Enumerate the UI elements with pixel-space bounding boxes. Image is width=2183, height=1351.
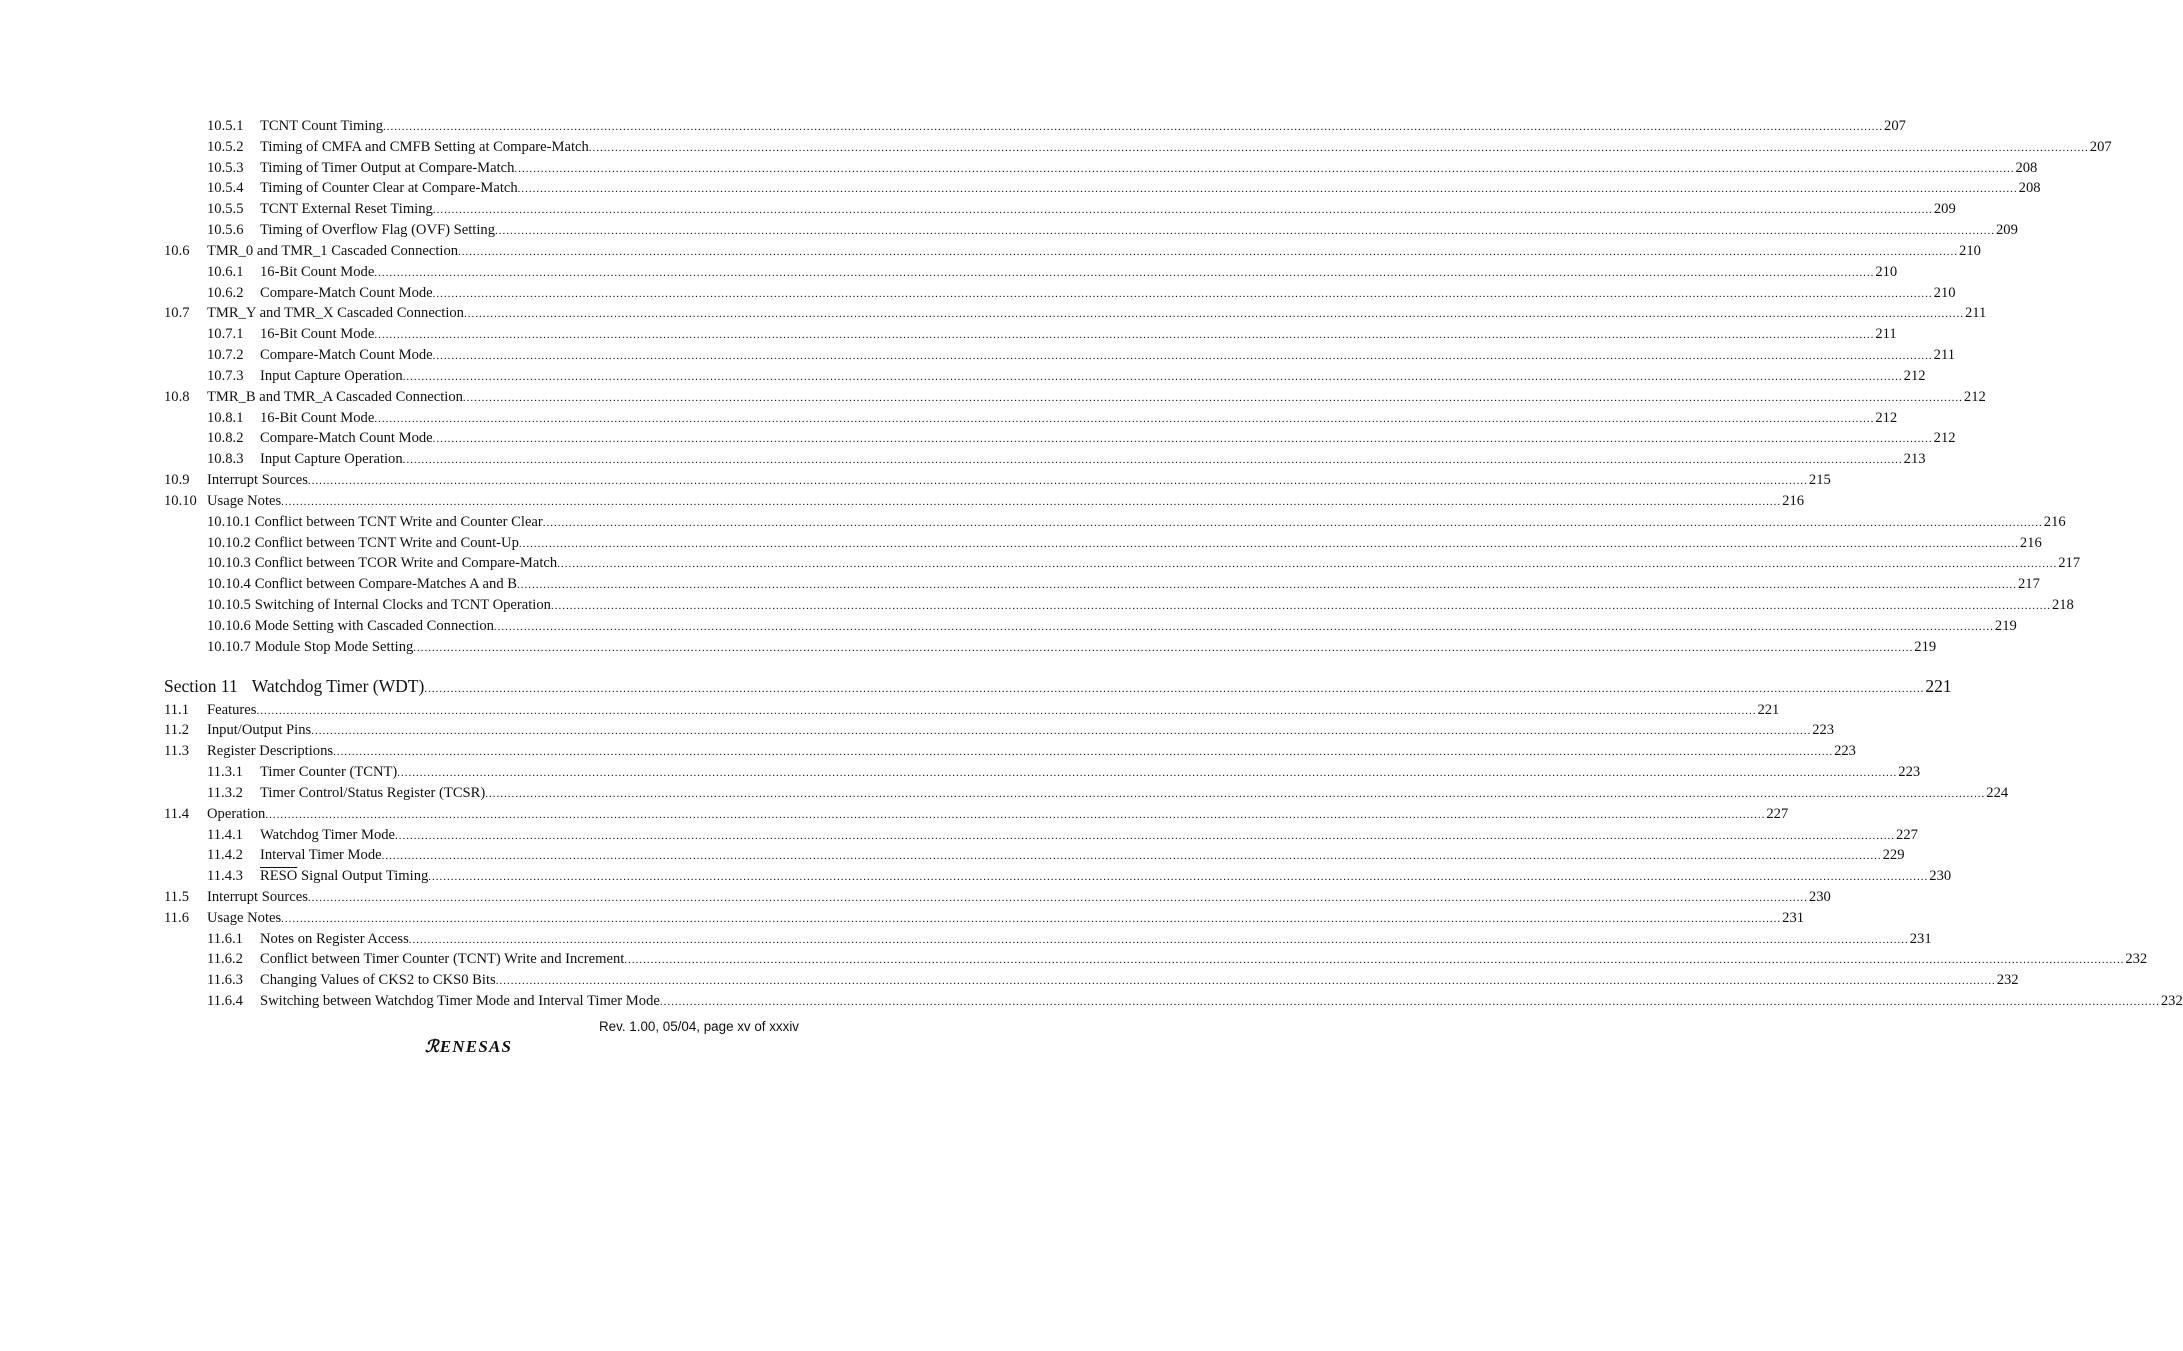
toc-entry-number: 10.10.5 [207,597,251,614]
toc-entry-page: 223 [1812,722,1835,739]
toc-entry-page: 229 [1882,847,1905,864]
toc-section-heading[interactable] [0,675,1952,696]
toc-entry-page: 210 [1933,284,1956,301]
dot-leader: ................................................................................................................................................................................................................................................................................................................................................................................................................ [381,850,1882,863]
dot-leader: ................................................................................................................................................................................................................................................................................................................................................................................................................ [557,558,2058,571]
dot-leader: ................................................................................................................................................................................................................................................................................................................................................................................................................ [432,433,1933,446]
dot-leader: ................................................................................................................................................................................................................................................................................................................................................................................................................ [550,600,2051,613]
dot-leader: ................................................................................................................................................................................................................................................................................................................................................................................................................ [265,808,1766,821]
toc-entry-line [260,345,1956,366]
dot-leader: ................................................................................................................................................................................................................................................................................................................................................................................................................ [517,579,2017,592]
toc-entry-title: Timing of Timer Output at Compare-Match [260,159,515,176]
dot-leader: ................................................................................................................................................................................................................................................................................................................................................................................................................ [307,891,1808,904]
toc-entry-page: 223 [1898,764,1921,781]
toc-entry-line [260,970,2019,991]
toc-entry-number: 10.5.6 [207,222,244,239]
dot-leader: ................................................................................................................................................................................................................................................................................................................................................................................................................ [458,245,1959,258]
toc-entry-number: 10.10.4 [207,576,251,593]
toc-entry-page: 217 [2058,555,2081,572]
toc-entry-number: 10.10.7 [207,638,251,655]
toc-entry-line [207,908,1805,929]
dot-leader: ................................................................................................................................................................................................................................................................................................................................................................................................................ [256,704,1757,717]
dot-leader: ................................................................................................................................................................................................................................................................................................................................................................................................................ [281,495,1782,508]
toc-entry-number: 11.6.3 [207,972,243,989]
toc-entry-line [207,241,1981,262]
toc-entry-title: Timing of CMFA and CMFB Setting at Compare-Match [260,138,589,155]
toc-entry-line [207,804,1789,825]
toc-entry-title: TMR_B and TMR_A Cascaded Connection [207,388,463,405]
toc-entry-line [207,491,1805,512]
toc-entry-page: 207 [1884,118,1906,134]
toc-entry-page: 210 [1959,242,1981,259]
dot-leader: ................................................................................................................................................................................................................................................................................................................................................................................................................ [307,475,1808,488]
toc-entry-page: 231 [1909,930,1932,947]
toc-entry-number: 10.5.5 [207,201,244,218]
toc-entry-line [260,408,1898,429]
dot-leader: ................................................................................................................................................................................................................................................................................................................................................................................................................ [542,516,2043,529]
toc-entry-title: Input/Output Pins [207,722,312,739]
toc-entry-title: Timer Counter (TCNT) [260,764,398,781]
toc-entry[interactable] [0,178,2041,199]
dot-leader: ................................................................................................................................................................................................................................................................................................................................................................................................................ [659,996,2160,1009]
toc-entry-page: 221 [1925,675,1952,696]
toc-entry-title: Timing of Overflow Flag (OVF) Setting [260,222,495,239]
toc-entry-number: 11.6 [164,909,189,926]
toc-entry-title: Input Capture Operation [260,451,403,468]
toc-entry-number: 10.7 [164,305,190,322]
dot-leader: ................................................................................................................................................................................................................................................................................................................................................................................................................ [495,975,1996,988]
toc-entry-number: 10.10.6 [207,617,251,634]
dot-leader: ................................................................................................................................................................................................................................................................................................................................................................................................................ [397,767,1898,780]
dot-leader: ................................................................................................................................................................................................................................................................................................................................................................................................................ [311,725,1812,738]
toc-entry-title: Notes on Register Access [260,930,409,947]
toc-entry[interactable] [0,762,1921,783]
dot-leader: ................................................................................................................................................................................................................................................................................................................................................................................................................ [333,746,1834,759]
toc-entry-line [207,700,1780,721]
toc-entry-title: Conflict between Timer Counter (TCNT) Write and Increment [260,951,625,968]
toc-entry-number: 11.4.1 [207,826,243,843]
toc-entry-line [260,845,1905,866]
toc-entry-page: 211 [1933,347,1956,364]
toc-entry-page: 209 [1933,201,1956,218]
toc-entry[interactable] [0,574,2040,595]
page-footer [0,1017,954,1037]
toc-entry-page: 209 [1996,222,2018,239]
toc-entry-number: 10.7.3 [207,367,244,384]
toc-entry-title: Switching between Watchdog Timer Mode and Interval Timer Mode [260,993,660,1010]
toc-entry-title: Timer Control/Status Register (TCSR) [260,784,486,801]
dot-leader: ................................................................................................................................................................................................................................................................................................................................................................................................................ [383,121,1884,133]
toc-entry[interactable] [0,991,2183,1012]
toc-entry-title: Conflict between Compare-Matches A and B [254,576,517,593]
toc-entry-title: Conflict between TCNT Write and Counter Clear [254,513,543,530]
toc-entry-title: TCNT Count Timing [260,118,384,134]
toc-entry-number: 10.6 [164,242,190,259]
toc-entry[interactable] [0,220,2018,241]
toc-entry-page: 221 [1757,701,1780,718]
toc-entry[interactable] [0,866,1952,887]
toc-entry-line [260,137,2112,158]
toc-entry[interactable] [0,720,1835,741]
dot-leader: ................................................................................................................................................................................................................................................................................................................................................................................................................ [432,350,1933,363]
toc-entry-title: Compare-Match Count Mode [260,347,433,364]
toc-entry-line [260,366,1926,387]
toc-entry-title: Compare-Match Count Mode [260,284,433,301]
svg-text:ℛENESAS: ℛENESAS [425,1037,513,1056]
toc-entry[interactable] [0,825,1918,846]
toc-entry-line [207,637,1937,658]
toc-entry[interactable] [0,324,1897,345]
toc-entry-line [207,595,2074,616]
toc-entry[interactable] [0,491,1805,512]
dot-leader: ................................................................................................................................................................................................................................................................................................................................................................................................................ [624,954,2125,967]
toc-entry-number: 11.6.1 [207,930,243,947]
toc-entry-page: 207 [2089,138,2112,155]
dot-leader: ................................................................................................................................................................................................................................................................................................................................................................................................................ [588,141,2089,154]
toc-entry-line [207,470,1831,491]
dot-leader: ................................................................................................................................................................................................................................................................................................................................................................................................................ [395,829,1896,842]
toc-entry-title: Features [207,701,257,718]
toc-entry-page: 213 [1903,451,1926,468]
dot-leader: ................................................................................................................................................................................................................................................................................................................................................................................................................ [518,537,2019,550]
toc-entry-title: Conflict between TCNT Write and Count-Up [254,534,519,551]
toc-entry-number: 11.5 [164,888,189,905]
toc-entry-title: Timing of Counter Clear at Compare-Match [260,180,518,197]
toc-entry-title: 16-Bit Count Mode [260,326,375,343]
toc-entry[interactable] [0,512,2066,533]
toc-entry-number: 11.3.2 [207,784,243,801]
toc-entry-line [207,512,2066,533]
toc-entry-title: Compare-Match Count Mode [260,430,433,447]
toc-entry-line [260,220,2018,241]
toc-entry-page: 212 [1875,409,1898,426]
toc-entry-line [260,116,1906,137]
dot-leader: ................................................................................................................................................................................................................................................................................................................................................................................................................ [374,266,1875,279]
dot-leader: ................................................................................................................................................................................................................................................................................................................................................................................................................ [432,204,1933,217]
toc-entry-page: 211 [1875,326,1897,343]
toc-entry-page: 215 [1808,472,1831,489]
toc-entry-line [260,158,2038,179]
toc-entry-page: 212 [1963,388,1986,405]
toc-entry-title: Switching of Internal Clocks and TCNT Operation [254,597,551,614]
toc-entry[interactable] [0,345,1956,366]
toc-entry[interactable] [0,741,1856,762]
toc-entry-title: Watchdog Timer (WDT) [251,675,425,696]
toc-entry-line [260,449,1926,470]
toc-entry-page: 223 [1834,743,1856,760]
toc-entry-page: 232 [2160,993,2183,1010]
toc-entry-number: 10.8.3 [207,451,244,468]
toc-entry-line [260,991,2183,1012]
dot-leader: ................................................................................................................................................................................................................................................................................................................................................................................................................ [432,287,1933,300]
toc-entry-number: 10.6.2 [207,284,244,301]
toc-entry-number: 10.5.3 [207,159,244,176]
toc-entry-line [260,324,1897,345]
toc-entry[interactable] [0,700,1780,721]
toc-entry-line [260,283,1956,304]
toc-entry-page: 210 [1875,263,1898,280]
dot-leader: ................................................................................................................................................................................................................................................................................................................................................................................................................ [517,183,2018,196]
toc-entry[interactable] [0,303,1987,324]
table-of-contents [0,116,2183,1012]
toc-entry[interactable] [0,470,1831,491]
toc-entry-page: 216 [1782,492,1805,509]
toc-entry-number: 10.7.2 [207,347,244,364]
toc-entry-page: 224 [1986,784,2009,801]
toc-entry[interactable] [0,283,1956,304]
toc-entry-line [207,553,2081,574]
toc-entry-page: 216 [2019,534,2042,551]
toc-entry-number: 11.4.2 [207,847,243,864]
toc-entry-page: 230 [1929,868,1952,885]
toc-entry[interactable] [0,804,1789,825]
toc-entry[interactable] [0,949,2148,970]
toc-entry[interactable] [0,970,2019,991]
toc-entry[interactable] [0,137,2112,158]
dot-leader: ................................................................................................................................................................................................................................................................................................................................................................................................................ [424,682,1925,695]
toc-entry-line [260,762,1921,783]
dot-leader: ................................................................................................................................................................................................................................................................................................................................................................................................................ [281,912,1782,925]
toc-entry-page: 218 [2051,597,2074,614]
toc-entry-title: Interrupt Sources [207,888,308,905]
dot-leader: ................................................................................................................................................................................................................................................................................................................................................................................................................ [514,162,2015,175]
dot-leader: ................................................................................................................................................................................................................................................................................................................................................................................................................ [485,787,1986,800]
toc-entry-line [207,741,1856,762]
toc-entry-number: 10.10.1 [207,513,251,530]
toc-entry[interactable] [0,116,1906,137]
toc-entry-title: Conflict between TCOR Write and Compare-Match [254,555,558,572]
toc-entry-number: 10.6.1 [207,263,244,280]
toc-entry[interactable] [0,449,1926,470]
toc-entry-number: 11.3.1 [207,764,243,781]
toc-entry-title: Changing Values of CKS2 to CKS0 Bits [260,972,496,989]
toc-entry-title: Input Capture Operation [260,367,403,384]
toc-entry-line [207,720,1835,741]
toc-entry-page: 231 [1782,909,1805,926]
toc-entry[interactable] [0,199,1956,220]
toc-entry-number: 10.7.1 [207,326,244,343]
toc-entry-number: 10.10.2 [207,534,251,551]
toc-entry-page: 230 [1808,888,1831,905]
toc-entry-number: 11.6.2 [207,951,243,968]
dot-leader: ................................................................................................................................................................................................................................................................................................................................................................................................................ [402,454,1903,467]
toc-entry[interactable] [0,929,1932,950]
toc-entry-line [207,616,2017,637]
toc-entry-title: RESO Signal Output Timing [260,868,429,885]
toc-entry[interactable] [0,553,2081,574]
toc-entry-title: Interval Timer Mode [260,847,382,864]
renesas-logo-mark [423,1035,543,1057]
toc-entry[interactable] [0,428,1956,449]
toc-entry-page: 227 [1896,826,1918,843]
toc-entry-number: 11.6.4 [207,993,243,1010]
toc-entry-title: Operation [207,805,266,822]
toc-entry-line [260,262,1898,283]
toc-entry-page: 208 [2015,159,2038,176]
toc-entry-page: 211 [1964,305,1987,322]
toc-entry-page: 232 [1996,972,2019,989]
toc-entry-page: 216 [2043,513,2066,530]
toc-entry[interactable] [0,595,2074,616]
toc-entry-number: 11.1 [164,701,189,718]
toc-entry-line [260,825,1918,846]
toc-entry-line [207,533,2042,554]
toc-entry-line [207,887,1831,908]
dot-leader: ................................................................................................................................................................................................................................................................................................................................................................................................................ [495,225,1995,238]
toc-entry-number: 10.8 [164,388,190,405]
toc-entry-number: 10.8.2 [207,430,244,447]
toc-entry-page: 208 [2018,180,2041,197]
toc-entry-line [207,574,2040,595]
toc-entry-line [260,929,1932,950]
dot-leader: ................................................................................................................................................................................................................................................................................................................................................................................................................ [462,391,1963,404]
toc-entry[interactable] [0,241,1981,262]
toc-entry-number: 10.8.1 [207,409,244,426]
toc-entry[interactable] [0,616,2017,637]
toc-entry-number: 11.2 [164,722,189,739]
toc-entry-number: 10.10.3 [207,555,251,572]
dot-leader: ................................................................................................................................................................................................................................................................................................................................................................................................................ [374,329,1875,342]
toc-entry-page: 212 [1903,367,1926,384]
toc-entry-title: Usage Notes [207,909,282,926]
dot-leader: ................................................................................................................................................................................................................................................................................................................................................................................................................ [374,412,1875,425]
toc-entry-line [260,866,1952,887]
toc-entry[interactable] [0,366,1926,387]
toc-entry-number: 10.5.4 [207,180,244,197]
toc-entry-line [260,783,2009,804]
toc-entry[interactable] [0,158,2038,179]
toc-entry-title: 16-Bit Count Mode [260,263,375,280]
toc-entry-line [260,178,2041,199]
toc-entry-title: TMR_0 and TMR_1 Cascaded Connection [207,242,459,259]
toc-entry-number: 11.3 [164,743,189,760]
dot-leader: ................................................................................................................................................................................................................................................................................................................................................................................................................ [402,370,1903,383]
toc-entry-number: Section 11 [164,675,238,696]
toc-entry[interactable] [0,887,1831,908]
toc-entry-line [164,675,1952,696]
toc-entry-number: 10.9 [164,472,190,489]
toc-entry-title: Mode Setting with Cascaded Connection [254,617,494,634]
toc-entry[interactable] [0,908,1805,929]
toc-entry-line [260,428,1956,449]
toc-entry-title: Interrupt Sources [207,472,308,489]
revision-info: Rev. 1.00, 05/04, page xv of xxxiv [599,1019,799,1034]
dot-leader: ................................................................................................................................................................................................................................................................................................................................................................................................................ [493,620,1994,633]
toc-entry-page: 212 [1933,430,1956,447]
toc-entry-number: 10.5.2 [207,138,244,155]
toc-entry-title: TCNT External Reset Timing [260,201,433,218]
toc-entry-title: Register Descriptions [207,743,334,760]
dot-leader: ................................................................................................................................................................................................................................................................................................................................................................................................................ [413,641,1914,654]
toc-entry[interactable] [0,408,1898,429]
toc-entry[interactable] [0,533,2042,554]
dot-leader: ................................................................................................................................................................................................................................................................................................................................................................................................................ [428,871,1929,884]
toc-entry-title: TMR_Y and TMR_X Cascaded Connection [207,305,464,322]
toc-entry-page: 217 [2018,576,2040,593]
toc-entry-page: 219 [1994,617,2017,634]
toc-entry-line [207,387,1986,408]
toc-entry-page: 219 [1914,638,1937,655]
toc-entry[interactable] [0,387,1986,408]
dot-leader: ................................................................................................................................................................................................................................................................................................................................................................................................................ [463,308,1964,321]
toc-entry-line [260,199,1956,220]
toc-entry-title: Usage Notes [207,492,282,509]
toc-entry-number: 10.10 [164,492,197,509]
toc-entry-number: 10.5.1 [207,118,244,134]
toc-entry-title: 16-Bit Count Mode [260,409,375,426]
toc-entry-page: 227 [1766,805,1789,822]
renesas-logo [423,1035,543,1057]
toc-entry-title: Module Stop Mode Setting [254,638,414,655]
toc-entry-line [207,303,1987,324]
toc-entry[interactable] [0,783,2009,804]
toc-entry-page: 232 [2125,951,2148,968]
toc-entry[interactable] [0,262,1898,283]
toc-entry-number: 11.4 [164,805,189,822]
toc-entry-number: 11.4.3 [207,868,243,885]
toc-entry[interactable] [0,845,1905,866]
toc-entry-title: Watchdog Timer Mode [260,826,396,843]
dot-leader: ................................................................................................................................................................................................................................................................................................................................................................................................................ [408,933,1909,946]
toc-entry[interactable] [0,637,1937,658]
toc-entry-line [260,949,2148,970]
